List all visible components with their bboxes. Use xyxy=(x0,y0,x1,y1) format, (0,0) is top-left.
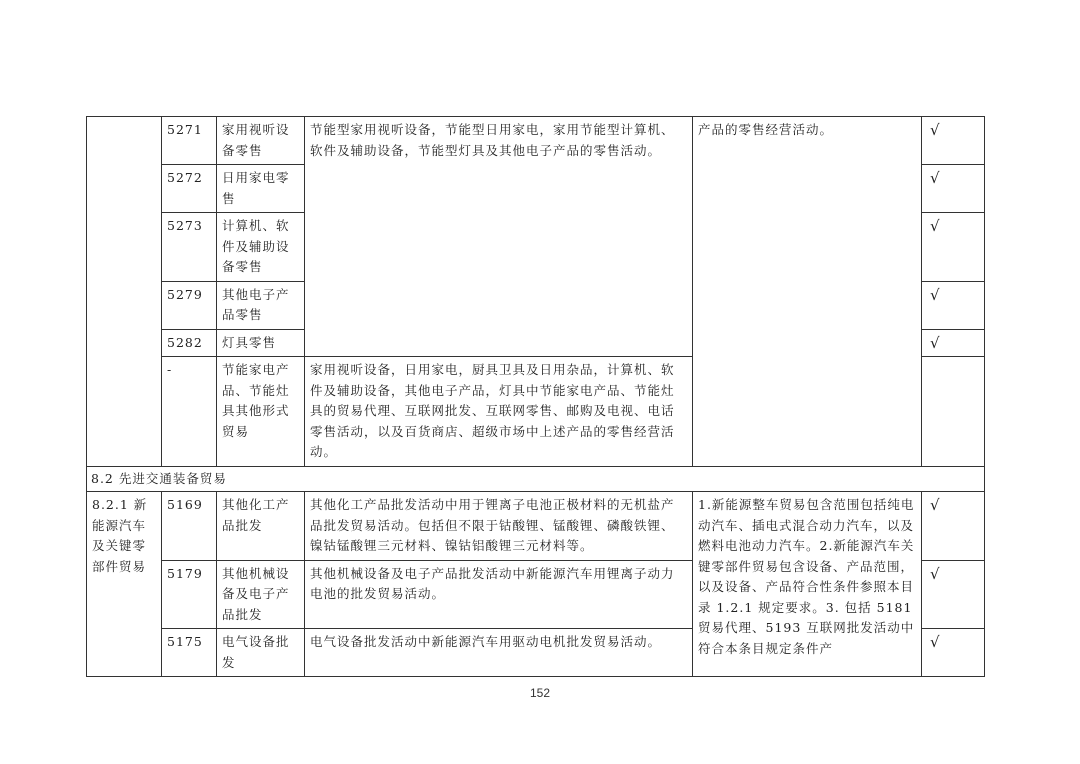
code-cell: 5279 xyxy=(162,281,217,329)
check-mark: √ xyxy=(922,117,985,165)
description-cell: 其他机械设备及电子产品批发活动中新能源汽车用锂离子动力电池的批发贸易活动。 xyxy=(305,560,693,629)
check-mark: √ xyxy=(922,213,985,282)
name-cell: 其他化工产品批发 xyxy=(217,492,305,561)
table-row xyxy=(87,117,985,165)
subsection-cell: 8.2.1 新能源汽车及关键零部件贸易 xyxy=(87,492,162,677)
category-cell xyxy=(87,117,162,467)
description-cell: 电气设备批发活动中新能源汽车用驱动电机批发贸易活动。 xyxy=(305,629,693,677)
page-number: 152 xyxy=(529,686,551,700)
description-cell: 节能型家用视听设备，节能型日用家电，家用节能型计算机、软件及辅助设备，节能型灯具及其他电子产品的零售活动。 xyxy=(305,117,693,357)
table-row xyxy=(87,492,985,561)
check-mark: √ xyxy=(922,560,985,629)
code-cell: - xyxy=(162,357,217,467)
check-mark: √ xyxy=(922,629,985,677)
code-cell: 5175 xyxy=(162,629,217,677)
criteria-cell: 产品的零售经营活动。 xyxy=(693,117,922,467)
code-cell: 5271 xyxy=(162,117,217,165)
code-cell: 5272 xyxy=(162,165,217,213)
section-row xyxy=(87,466,985,492)
name-cell: 灯具零售 xyxy=(217,329,305,357)
name-cell: 计算机、软件及辅助设备零售 xyxy=(217,213,305,282)
name-cell: 日用家电零售 xyxy=(217,165,305,213)
section-title: 8.2 先进交通装备贸易 xyxy=(87,466,985,492)
check-mark xyxy=(922,357,985,467)
check-mark: √ xyxy=(922,165,985,213)
criteria-cell: 1.新能源整车贸易包含范围包括纯电动汽车、插电式混合动力汽车，以及燃料电池动力汽车。2.新能源汽车关键零部件贸易包含设备、产品范围，以及设备、产品符合性条件参照本目录 1.2.1 规定要求。3. 包括 5181 贸易代理、5193 互联网批发活动中符合本条目规定条件产 xyxy=(693,492,922,677)
check-mark: √ xyxy=(922,329,985,357)
catalog-table xyxy=(86,116,985,677)
name-cell: 其他电子产品零售 xyxy=(217,281,305,329)
name-cell: 电气设备批发 xyxy=(217,629,305,677)
check-mark: √ xyxy=(922,492,985,561)
description-cell: 其他化工产品批发活动中用于锂离子电池正极材料的无机盐产品批发贸易活动。包括但不限于钴酸锂、锰酸锂、磷酸铁锂、镍钴锰酸锂三元材料、镍钴铝酸锂三元材料等。 xyxy=(305,492,693,561)
code-cell: 5282 xyxy=(162,329,217,357)
name-cell: 家用视听设备零售 xyxy=(217,117,305,165)
description-cell: 家用视听设备，日用家电，厨具卫具及日用杂品，计算机、软件及辅助设备，其他电子产品，灯具中节能家电产品、节能灶具的贸易代理、互联网批发、互联网零售、邮购及电视、电话零售活动，以及百货商店、超级市场中上述产品的零售经营活动。 xyxy=(305,357,693,467)
name-cell: 节能家电产品、节能灶具其他形式贸易 xyxy=(217,357,305,467)
code-cell: 5273 xyxy=(162,213,217,282)
name-cell: 其他机械设备及电子产品批发 xyxy=(217,560,305,629)
code-cell: 5169 xyxy=(162,492,217,561)
check-mark: √ xyxy=(922,281,985,329)
code-cell: 5179 xyxy=(162,560,217,629)
